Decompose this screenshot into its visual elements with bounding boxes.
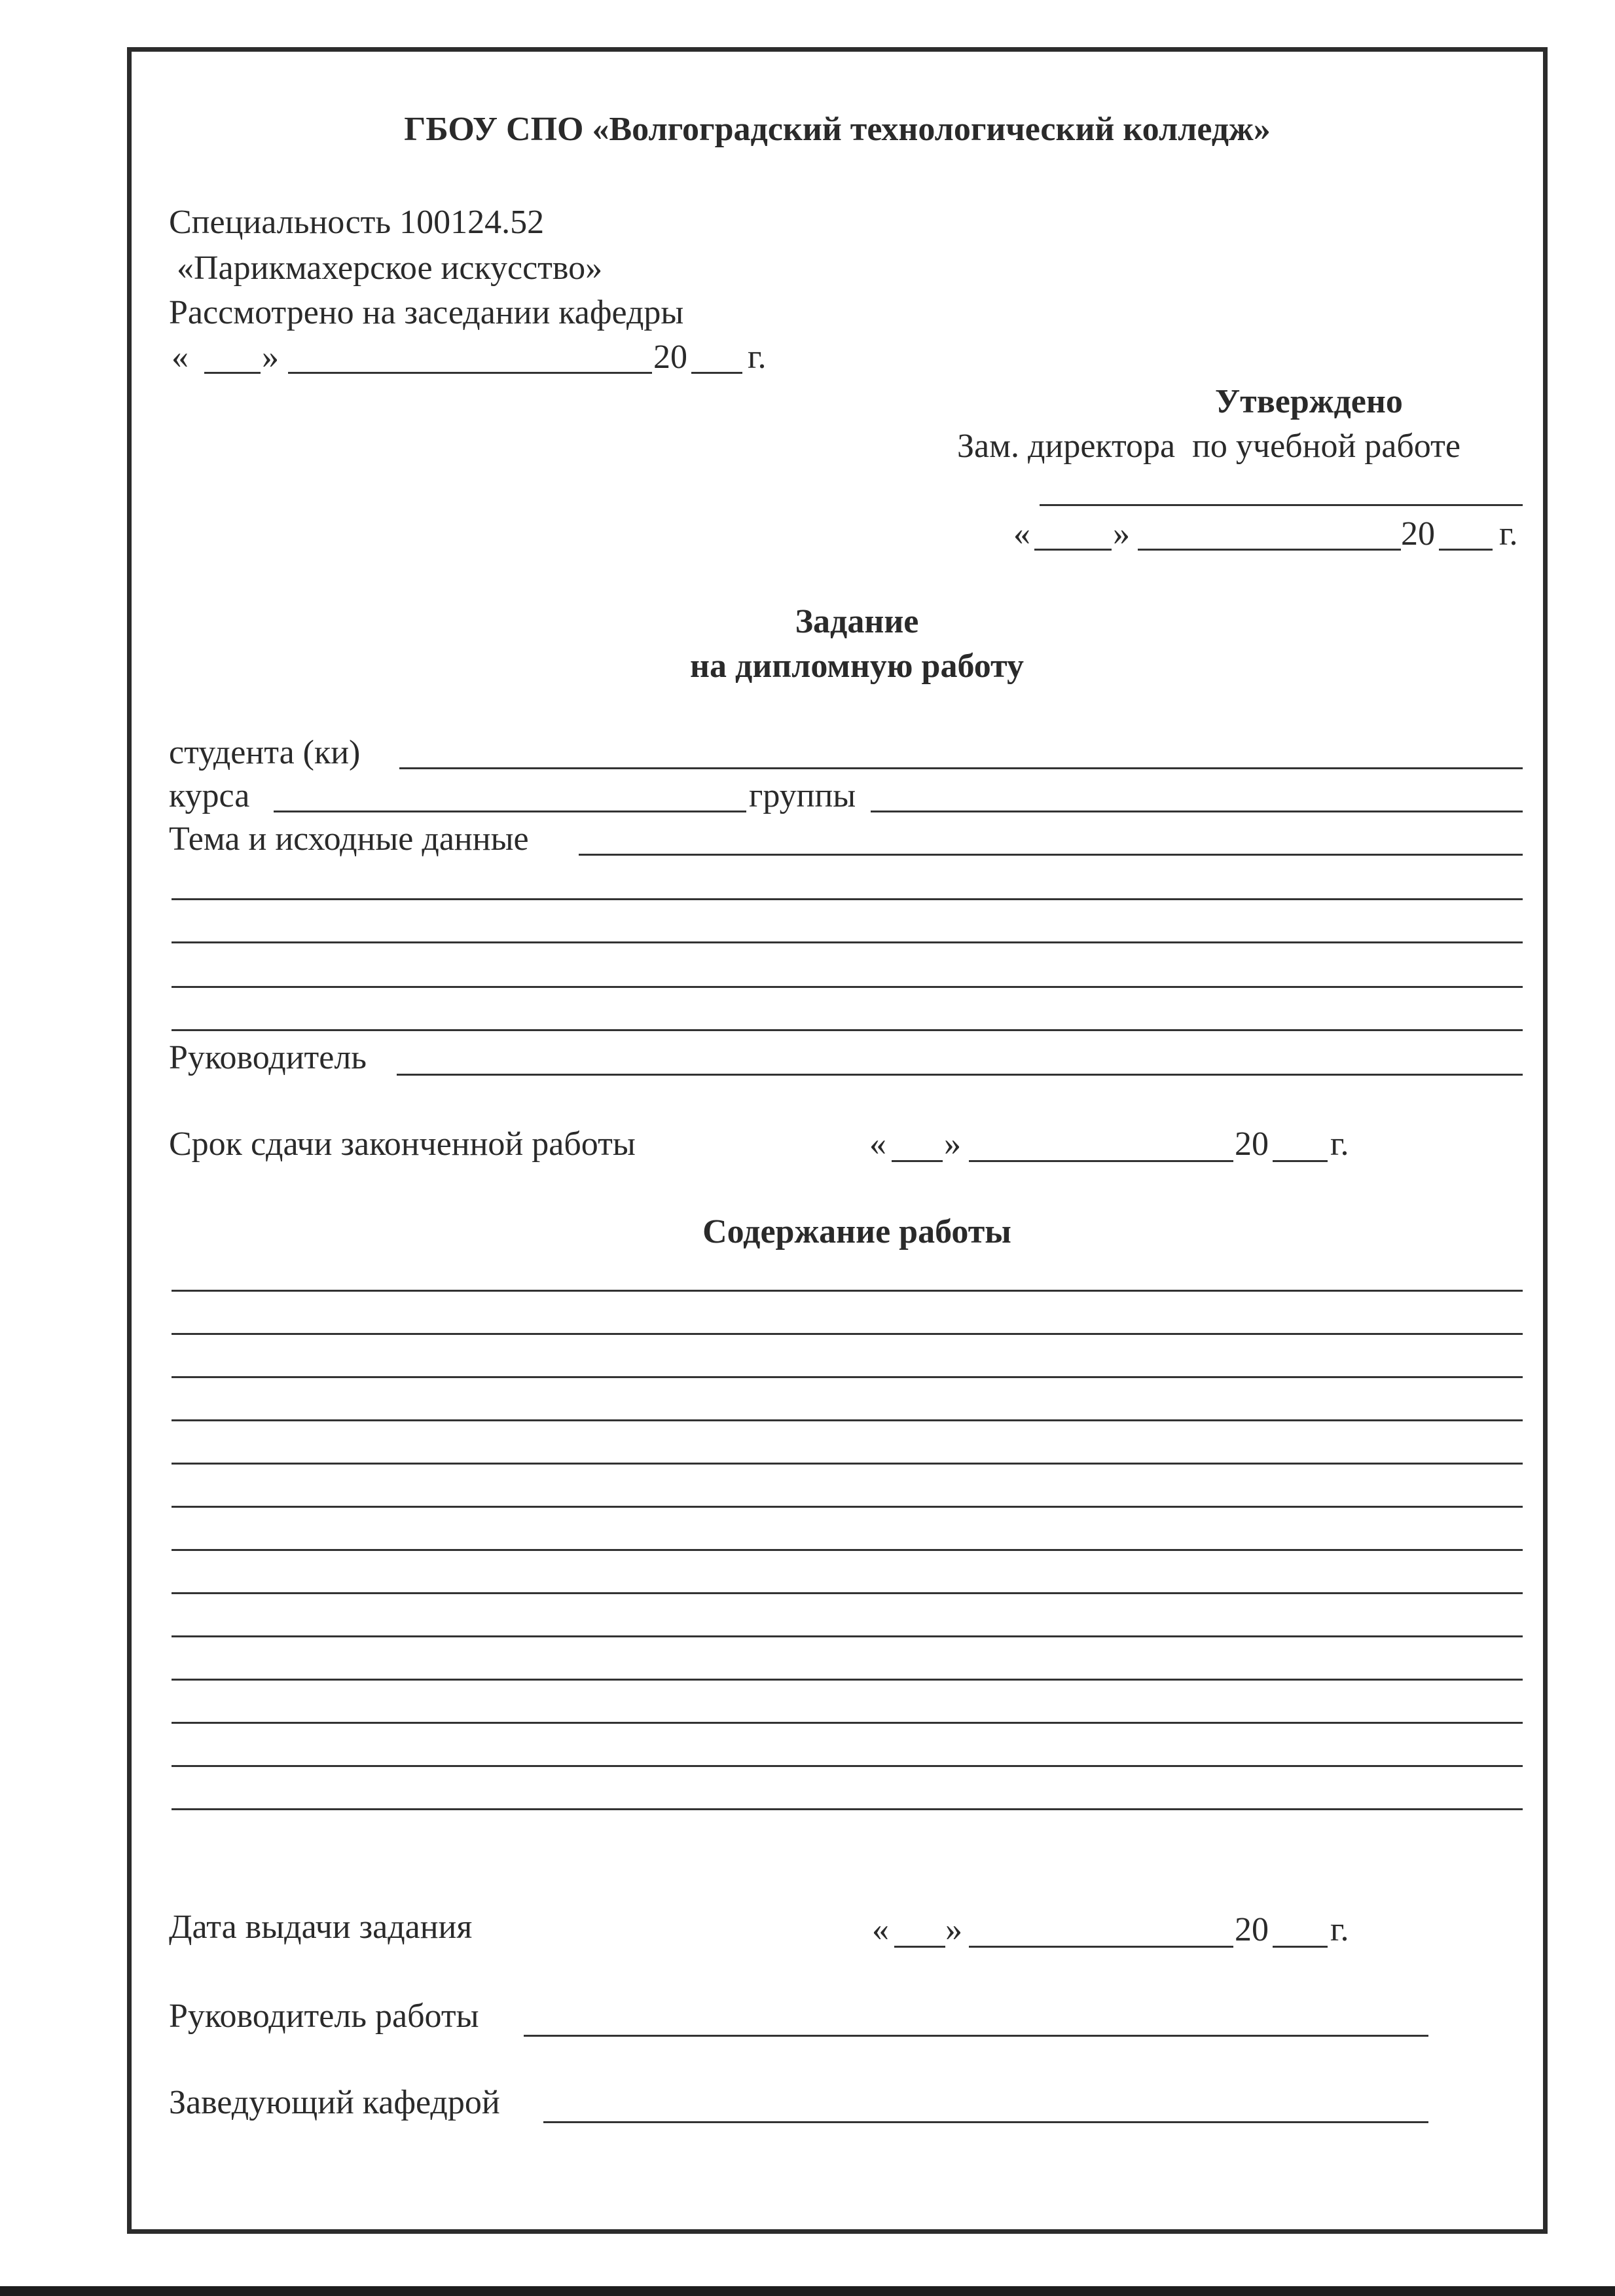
review-year-prefix: 20 (653, 338, 687, 376)
content-title: Содержание работы (702, 1213, 1011, 1250)
work-supervisor-label: Руководитель работы (169, 1997, 479, 2035)
task-subtitle: на дипломную работу (690, 647, 1024, 685)
topic-field-line[interactable] (172, 898, 1523, 900)
content-line[interactable] (172, 1463, 1523, 1465)
task-title: Задание (795, 603, 919, 640)
topic-field-line[interactable] (172, 941, 1523, 943)
course-field[interactable] (274, 811, 746, 812)
deadline-quote-close: » (944, 1125, 961, 1163)
student-label: студента (ки) (169, 734, 361, 771)
approval-title: Утверждено (1215, 383, 1403, 420)
deadline-year-suffix: г. (1330, 1125, 1349, 1163)
approval-position: Зам. директора по учебной работе (957, 428, 1461, 465)
head-of-department-label: Заведующий кафедрой (169, 2084, 500, 2121)
supervisor-field[interactable] (397, 1074, 1523, 1076)
work-supervisor-field[interactable] (524, 2035, 1428, 2037)
deadline-day-field[interactable] (892, 1160, 943, 1162)
college-title: ГБОУ СПО «Волгоградский технологический колледж» (404, 111, 1271, 148)
topic-field-line[interactable] (172, 986, 1523, 988)
specialty-name: «Парикмахерское искусство» (177, 249, 603, 287)
topic-label: Тема и исходные данные (169, 820, 529, 858)
group-label: группы (749, 777, 856, 814)
review-line: Рассмотрено на заседании кафедры (169, 294, 684, 331)
content-line[interactable] (172, 1549, 1523, 1551)
issue-quote-open: « (872, 1911, 889, 1948)
review-date-quote-close: » (262, 338, 279, 376)
review-day-field[interactable] (204, 372, 261, 374)
issue-year-prefix: 20 (1235, 1911, 1269, 1948)
topic-field[interactable] (579, 854, 1523, 856)
approval-date-quote-close: » (1113, 515, 1130, 553)
content-line[interactable] (172, 1765, 1523, 1767)
approval-month-field[interactable] (1138, 549, 1401, 551)
head-of-department-field[interactable] (543, 2121, 1428, 2123)
approval-year-suffix: г. (1499, 515, 1518, 553)
review-month-field[interactable] (288, 372, 652, 374)
content-line[interactable] (172, 1290, 1523, 1292)
review-date-quote-open: « (172, 338, 189, 376)
course-label: курса (169, 777, 250, 814)
issue-date-label: Дата выдачи задания (169, 1908, 473, 1946)
deadline-quote-open: « (869, 1125, 886, 1163)
issue-quote-close: » (945, 1911, 962, 1948)
deadline-year-prefix: 20 (1235, 1125, 1269, 1163)
approval-year-prefix: 20 (1401, 515, 1435, 553)
content-line[interactable] (172, 1635, 1523, 1637)
approval-date-quote-open: « (1013, 515, 1030, 553)
deadline-year-field[interactable] (1273, 1160, 1328, 1162)
approval-day-field[interactable] (1034, 549, 1112, 551)
content-line[interactable] (172, 1333, 1523, 1335)
specialty-line: Специальность 100124.52 (169, 204, 545, 241)
issue-month-field[interactable] (969, 1946, 1233, 1948)
approval-year-field[interactable] (1439, 549, 1493, 551)
scan-bottom-edge (0, 2286, 1615, 2296)
content-line[interactable] (172, 1722, 1523, 1724)
deadline-month-field[interactable] (969, 1160, 1233, 1162)
issue-year-suffix: г. (1330, 1911, 1349, 1948)
group-field[interactable] (871, 811, 1523, 812)
content-line[interactable] (172, 1419, 1523, 1421)
review-year-field[interactable] (691, 372, 742, 374)
topic-field-line[interactable] (172, 1029, 1523, 1031)
deadline-label: Срок сдачи законченной работы (169, 1125, 636, 1163)
content-line[interactable] (172, 1376, 1523, 1378)
approval-signature-field[interactable] (1040, 504, 1523, 506)
content-line[interactable] (172, 1679, 1523, 1681)
supervisor-label: Руководитель (169, 1039, 367, 1076)
student-field[interactable] (399, 767, 1523, 769)
issue-year-field[interactable] (1273, 1946, 1328, 1948)
content-line[interactable] (172, 1506, 1523, 1508)
issue-day-field[interactable] (894, 1946, 945, 1948)
content-line[interactable] (172, 1808, 1523, 1810)
content-line[interactable] (172, 1592, 1523, 1594)
review-year-suffix: г. (748, 338, 767, 376)
